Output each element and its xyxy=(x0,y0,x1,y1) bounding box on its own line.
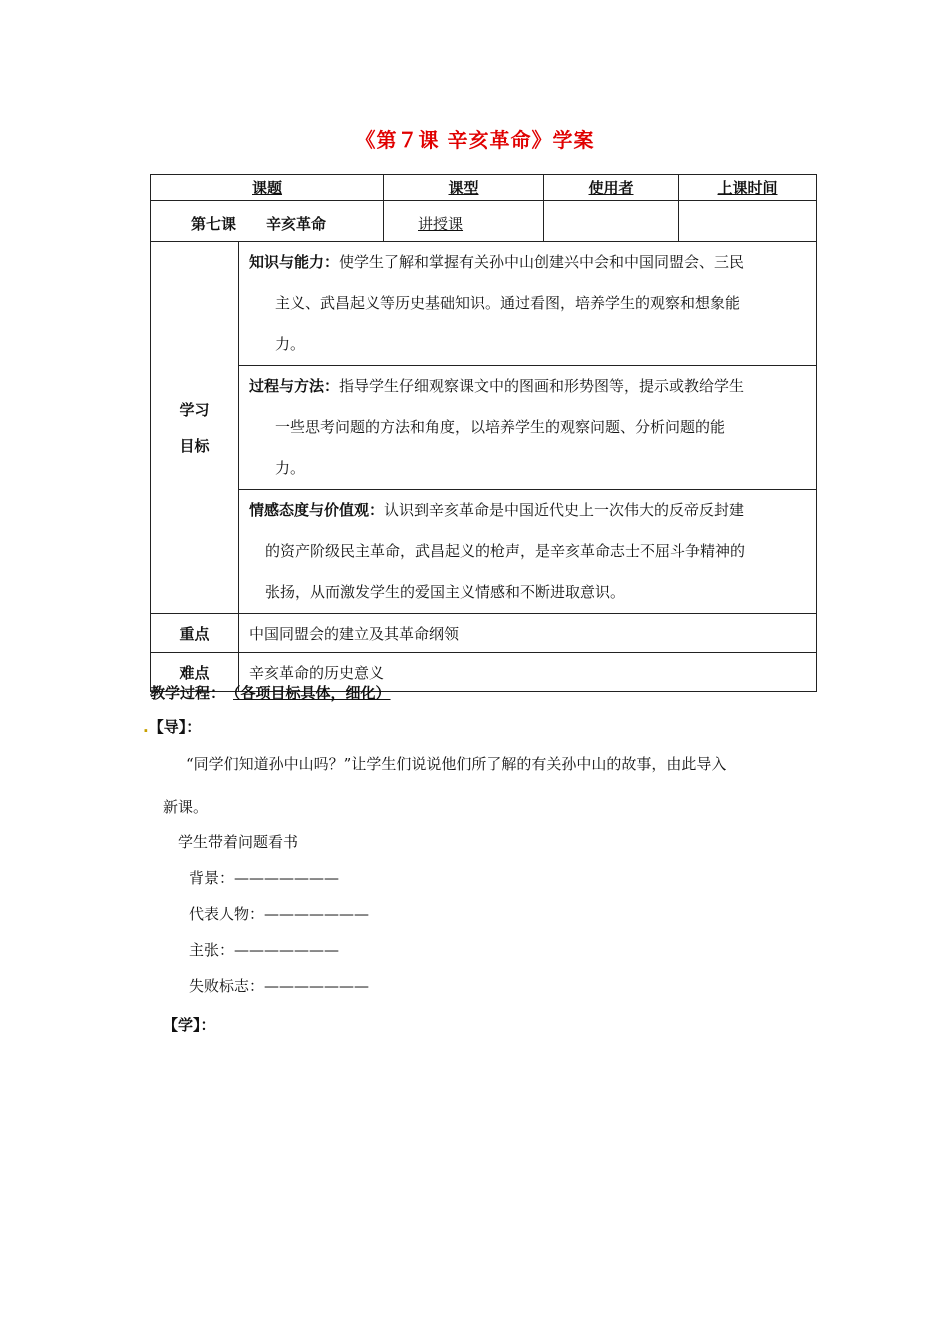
guide-heading xyxy=(143,716,201,737)
goal-row-knowledge xyxy=(151,242,817,366)
mark-dot: . xyxy=(143,718,149,736)
knowledge-label: 知识与能力： xyxy=(249,253,340,271)
goal-row-emotion xyxy=(151,490,817,614)
knowledge-text-2: 主义、武昌起义等历史基础知识。通过看图，培养学生的观察和想象能 xyxy=(275,294,741,312)
teaching-process-note: （各项目标具体，细化） xyxy=(233,684,391,702)
teaching-process-label: 教学过程： xyxy=(150,684,226,702)
guide-failure: 失败标志：——————— xyxy=(189,977,370,995)
emotion-text-2: 的资产阶级民主革命，武昌起义的枪声，是辛亥革命志士不屈斗争精神的 xyxy=(265,542,746,560)
process-text-3: 力。 xyxy=(275,459,306,477)
table-info-row xyxy=(151,201,817,242)
emotion-text-3: 张扬，从而激发学生的爱国主义情感和不断进取意识。 xyxy=(265,583,626,601)
emotion-text-1: 认识到辛亥革命是中国近代史上一次伟大的反帝反封建 xyxy=(384,501,745,519)
guide-heading-text: 【导】： xyxy=(148,718,202,736)
guide-claims: 主张：——————— xyxy=(189,941,340,959)
page-title: 《第７课 辛亥革命》学案 xyxy=(355,128,595,152)
course-type-cell: 讲授课 xyxy=(384,201,544,242)
header-user: 使用者 xyxy=(544,175,679,201)
process-label: 过程与方法： xyxy=(249,377,340,395)
table-header-row xyxy=(151,175,817,201)
guide-paragraph-3: 学生带着问题看书 xyxy=(178,833,299,851)
goal-label-cell xyxy=(151,242,239,614)
knowledge-goal-cell xyxy=(239,242,817,366)
guide-paragraph-1: “同学们知道孙中山吗？”让学生们说说他们所了解的有关孙中山的故事，由此导入 xyxy=(186,755,727,773)
key-point-label: 重点 xyxy=(151,614,239,653)
goal-row-process xyxy=(151,366,817,490)
goal-label-line1: 学习 xyxy=(179,400,210,419)
lesson-name: 辛亥革命 xyxy=(266,214,327,233)
learn-heading: 【学】： xyxy=(163,1016,216,1034)
emotion-goal-cell xyxy=(239,490,817,614)
guide-background: 背景：——————— xyxy=(189,869,340,887)
knowledge-text-1: 使学生了解和掌握有关孙中山创建兴中会和中国同盟会、三民 xyxy=(339,253,745,271)
header-course-type: 课型 xyxy=(384,175,544,201)
process-text-2: 一些思考问题的方法和角度，以培养学生的观察问题、分析问题的能 xyxy=(275,418,726,436)
goal-label-line2: 目标 xyxy=(179,436,210,455)
lesson-plan-table xyxy=(150,174,817,692)
guide-figures: 代表人物：——————— xyxy=(189,905,370,923)
teaching-process-heading xyxy=(150,682,391,703)
key-point-value: 中国同盟会的建立及其革命纲领 xyxy=(239,614,817,653)
emotion-label: 情感态度与价值观： xyxy=(249,501,385,519)
difficult-point-label: 难点 xyxy=(151,653,239,692)
header-class-time: 上课时间 xyxy=(679,175,817,201)
process-text-1: 指导学生仔细观察课文中的图画和形势图等，提示或教给学生 xyxy=(339,377,745,395)
header-topic: 课题 xyxy=(151,175,384,201)
knowledge-text-3: 力。 xyxy=(275,335,306,353)
guide-paragraph-2: 新课。 xyxy=(163,798,209,816)
process-goal-cell xyxy=(239,366,817,490)
user-cell xyxy=(544,201,679,242)
lesson-number: 第七课 xyxy=(191,214,237,233)
key-point-row xyxy=(151,614,817,653)
class-time-cell xyxy=(679,201,817,242)
lesson-topic-cell xyxy=(151,201,384,242)
difficult-point-value: 辛亥革命的历史意义 xyxy=(239,653,817,692)
